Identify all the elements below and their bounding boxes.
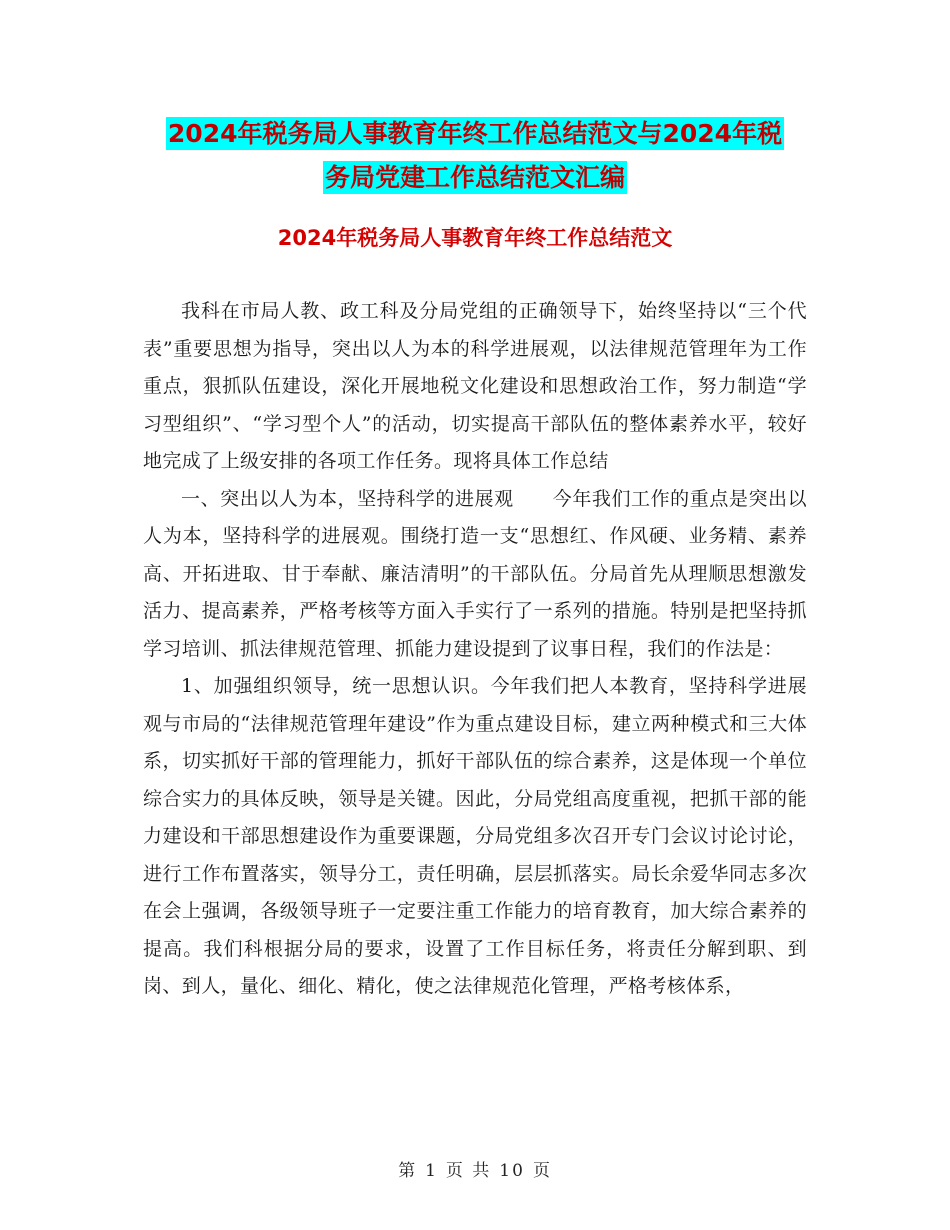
body-text — [143, 293, 807, 1006]
page-footer — [0, 1156, 950, 1181]
document-title-line-2: 务局党建工作总结范文汇编 — [324, 163, 625, 192]
paragraph-section-one: 一、突出以人为本，坚持科学的进展观 今年我们工作的重点是突出以人为本，坚持科学的进展观。围绕打造一支“思想红、作风硬、业务精、素养高、开拓进取、甘于奉献、廉洁清明”的干部队伍。分局首先从理顺思想激发活力、提高素养，严格考核等方面入手实行了一系列的措施。特别是把坚持抓学习培训、抓法律规范管理、抓能力建设提到了议事日程，我们的作法是： — [143, 487, 807, 660]
footer-suffix: 页 — [532, 1161, 552, 1181]
footer-page-number: 1 — [425, 1161, 438, 1181]
footer-middle: 页 共 — [445, 1161, 492, 1181]
document-title — [120, 112, 830, 200]
paragraph-intro: 我科在市局人教、政工科及分局党组的正确领导下，始终坚持以“三个代表”重要思想为指导，突出以人为本的科学进展观，以法律规范管理年为工作重点，狠抓队伍建设，深化开展地税文化建设和思想政治工作，努力制造“学习型组织”、“学习型个人”的活动，切实提高干部队伍的整体素养水平，较好地完成了上级安排的各项工作任务。现将具体工作总结 — [143, 300, 807, 472]
footer-total-pages: 10 — [499, 1161, 525, 1181]
paragraph-item-one: 1、加强组织领导，统一思想认识。今年我们把人本教育，坚持科学进展观与市局的“法律规范管理年建设”作为重点建设目标，建立两种模式和三大体系，切实抓好干部的管理能力，抓好干部队伍的综合素养，这是体现一个单位综合实力的具体反映，领导是关键。因此，分局党组高度重视，把抓干部的能力建设和干部思想建设作为重要课题，分局党组多次召开专门会议讨论讨论，进行工作布置落实，领导分工，责任明确，层层抓落实。局长余爱华同志多次在会上强调，各级领导班子一定要注重工作能力的培育教育，加大综合素养的提高。我们科根据分局的要求，设置了工作目标任务，将责任分解到职、到岗、到人，量化、细化、精化，使之法律规范化管理，严格考核体系， — [143, 675, 807, 997]
section-title: 2024年税务局人事教育年终工作总结范文 — [277, 226, 673, 250]
document-title-line-1: 2024年税务局人事教育年终工作总结范文与2024年税 — [167, 119, 783, 148]
footer-prefix: 第 — [398, 1161, 418, 1181]
